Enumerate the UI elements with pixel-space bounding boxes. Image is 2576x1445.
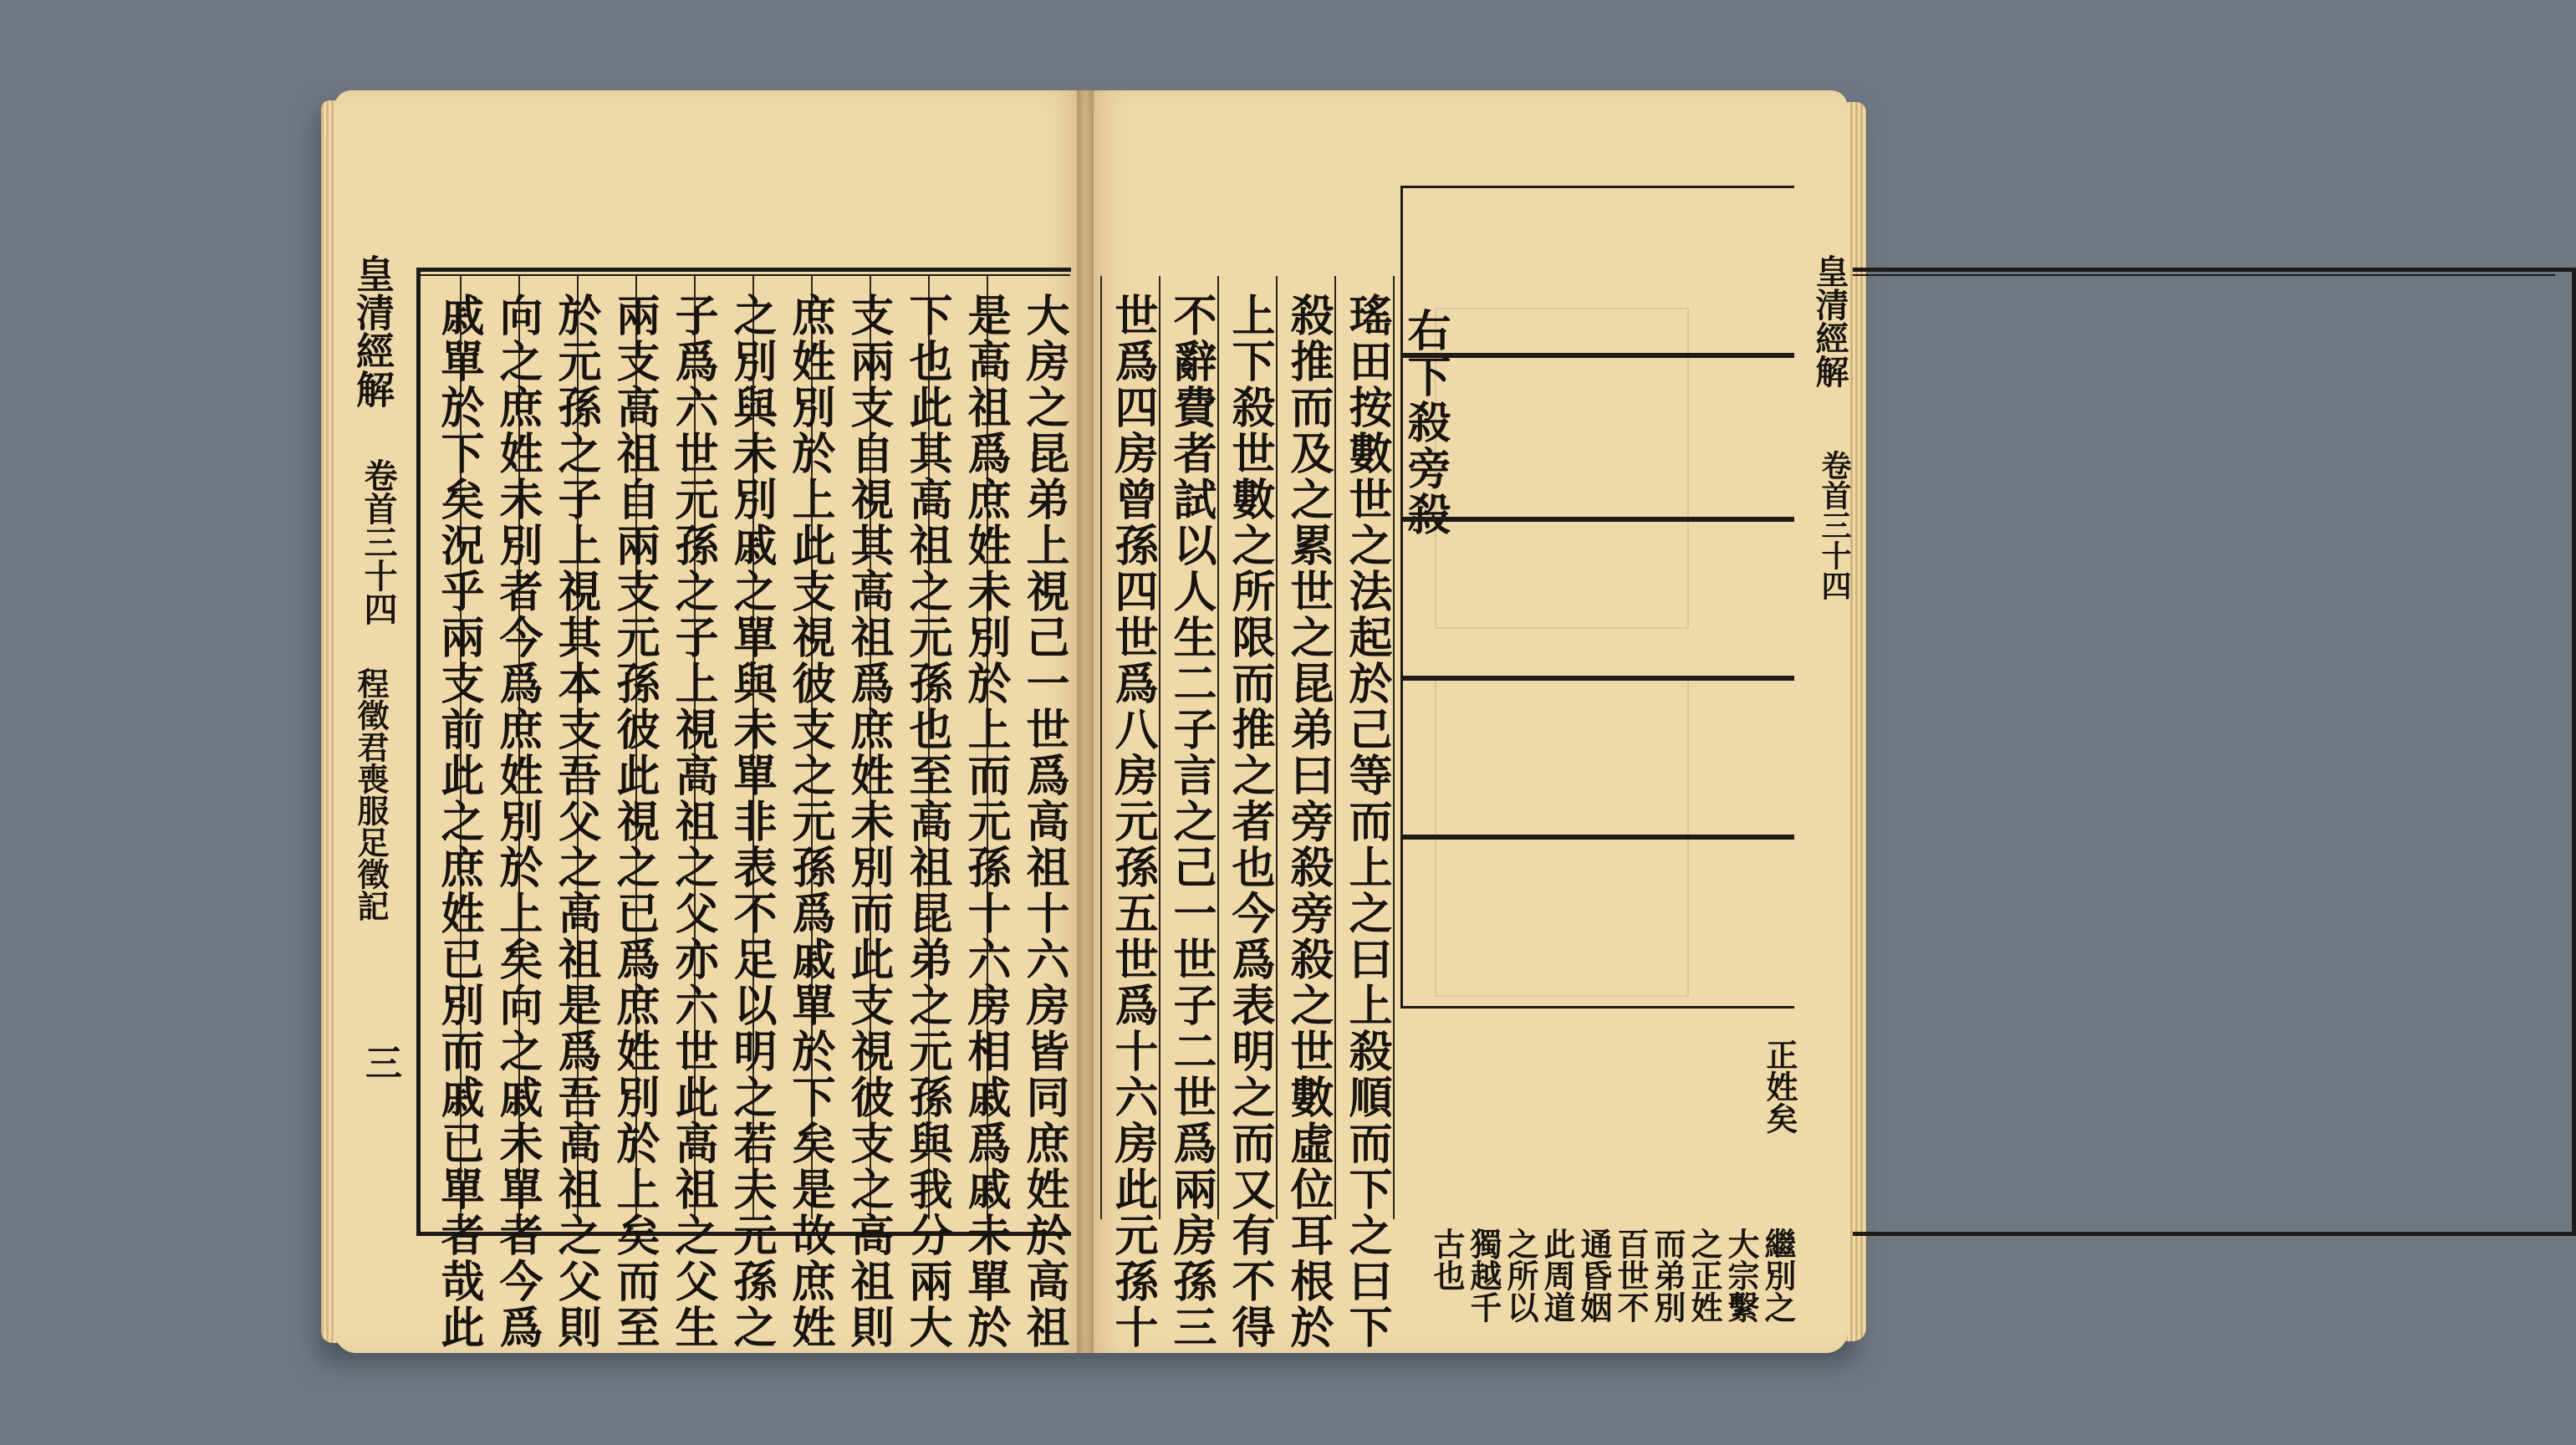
- text-column: 不辭費者試以人生二子言之己一世子二世爲兩房孫三: [1166, 293, 1217, 1351]
- text-column: 世爲四房曾孫四世爲八房元孫五世爲十六房此元孫十: [1107, 293, 1158, 1351]
- text-column: 下也此其高祖之元孫也至高祖昆弟之元孫與我分兩大: [901, 293, 952, 1351]
- column-rule: [1217, 276, 1219, 1219]
- open-book: [334, 90, 1852, 1353]
- table-note: 繼別之: [1759, 1228, 1797, 1323]
- right-fold-title: 皇清經解: [1810, 254, 1849, 388]
- text-column: 大房之昆弟上視己一世爲高祖十六房皆同庶姓於高祖: [1018, 293, 1069, 1351]
- left-frame-inner-rule: [416, 274, 1070, 276]
- column-rule: [1334, 276, 1336, 1219]
- text-column: 是高祖爲庶姓未別於上而元孫十六房相戚爲戚未單於: [960, 293, 1011, 1351]
- table-heading: 右下殺旁殺: [1400, 308, 1451, 538]
- text-column: 庶姓別於上此支視彼支之元孫爲戚單於下矣是故庶姓: [784, 293, 835, 1351]
- left-folio: 三: [359, 1044, 401, 1080]
- right-fold-volume: 卷首三十四: [1817, 450, 1852, 600]
- right-frame-inner-rule: [1853, 274, 2555, 276]
- text-column: 之別與未別戚之單與未單非表不足以明之若夫元孫之: [726, 293, 777, 1351]
- table-cell: [1400, 517, 1794, 681]
- table-note: 古也: [1428, 1228, 1466, 1291]
- right-page: [1084, 90, 1852, 1353]
- table-note: 獨越千: [1465, 1228, 1502, 1323]
- table-cell: [1400, 353, 1794, 522]
- column-rule: [1159, 276, 1160, 1219]
- table-note: 而弟別: [1649, 1228, 1686, 1323]
- text-column: 殺推而及之累世之昆弟曰旁殺旁殺之世數虛位耳根於: [1283, 293, 1334, 1351]
- text-column: 上下殺世數之所限而推之者也今爲表明之而又有不得: [1224, 293, 1275, 1351]
- column-rule: [1100, 276, 1102, 1219]
- left-page: [334, 90, 1087, 1353]
- column-rule: [1393, 276, 1395, 1219]
- text-column: 子爲六世元孫之子上視高祖之父亦六世此高祖之父生: [667, 293, 718, 1351]
- book-gutter: [1077, 90, 1094, 1353]
- text-column: 向之庶姓未別者今爲庶姓別於上矣向之戚未單者今爲: [492, 293, 543, 1351]
- table-note: 此周道: [1538, 1228, 1576, 1323]
- table-note: 通昏姻: [1575, 1228, 1613, 1323]
- text-column: 瑤田按數世之法起於己等而上之曰上殺順而下之曰下: [1341, 293, 1392, 1351]
- table-note: 大宗繫: [1722, 1228, 1760, 1323]
- text-column: 於元孫之子上視其本支吾父之高祖是爲吾高祖之父則: [550, 293, 601, 1351]
- table-note: 之正姓: [1686, 1228, 1723, 1323]
- left-fold-volume: 卷首三十四: [359, 458, 398, 625]
- table-cell: [1400, 835, 1794, 1008]
- table-note: 百世不: [1612, 1228, 1650, 1323]
- table-note: 之所以: [1502, 1228, 1539, 1323]
- right-text-frame: [1853, 268, 2576, 1236]
- left-fold-work: 程徵君喪服足徵記: [352, 667, 390, 922]
- left-fold-title: 皇清經解: [350, 254, 395, 408]
- table-cell: [1400, 186, 1794, 358]
- text-column: 戚單於下矣況乎兩支前此之庶姓已別而戚已單者哉此: [433, 293, 484, 1351]
- table-cell: [1400, 676, 1794, 840]
- column-rule: [1276, 276, 1278, 1219]
- text-column: 支兩支自視其高祖爲庶姓未別而此支視彼支之高祖則: [843, 293, 894, 1351]
- genealogy-table: [1401, 186, 1798, 1134]
- table-label: 正姓矣: [1761, 1039, 1798, 1134]
- text-column: 兩支高祖自兩支元孫彼此視之已爲庶姓別於上矣而至: [609, 293, 660, 1351]
